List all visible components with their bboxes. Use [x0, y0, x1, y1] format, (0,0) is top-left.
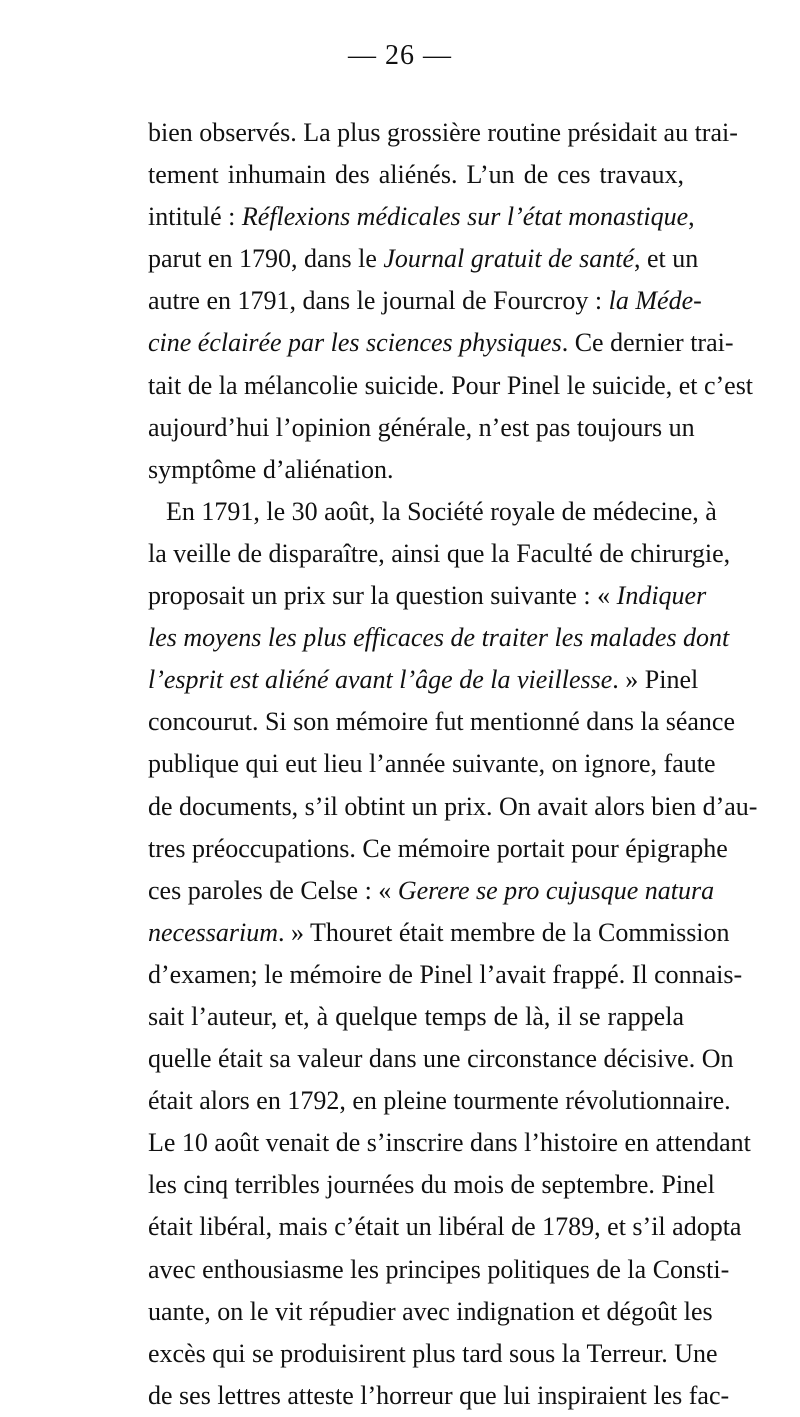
text-segment: aujourd’hui l’opinion générale, n’est pas toujours un: [148, 412, 695, 442]
text-line: [148, 1206, 742, 1248]
text-segment: uante, on le vit répudier avec indignation et dégoût les: [148, 1296, 713, 1326]
page-number: — 26 —: [348, 40, 452, 71]
text-line: [148, 870, 715, 912]
text-line: [148, 491, 717, 533]
text-line: [148, 701, 736, 743]
text-segment: parut en 1790, dans le: [148, 244, 384, 274]
text-segment: de documents, s’il obtint un prix. On avait alors bien d’au-: [148, 791, 758, 821]
text-line: [148, 575, 707, 617]
italic-text: necessarium: [148, 917, 278, 947]
text-segment: était libéral, mais c’était un libéral de 1789, et s’il adopta: [148, 1212, 742, 1242]
text-segment: intitulé :: [148, 202, 242, 232]
text-segment: excès qui se produisirent plus tard sous la Terreur. Une: [148, 1338, 718, 1368]
text-segment: quelle était sa valeur dans une circonstance décisive. On: [148, 1044, 734, 1074]
text-segment: bien observés. La plus grossière routine présidait au trai-: [148, 118, 738, 147]
text-segment: . Ce dernier trai-: [561, 328, 734, 358]
text-line: [148, 1375, 730, 1417]
text-segment: tement inhumain des aliénés. L’un de ces travaux,: [148, 160, 684, 190]
italic-text: la Méde-: [608, 286, 702, 316]
italic-text: les moyens les plus efficaces de traiter les malades dont: [148, 623, 730, 653]
text-segment: tres préoccupations. Ce mémoire portait pour épigraphe: [148, 833, 728, 863]
body-text: [148, 112, 758, 1417]
text-line: [148, 196, 695, 238]
text-line: [148, 786, 758, 828]
text-segment: En 1791, le 30 août, la Société royale de médecine, à: [166, 496, 717, 526]
italic-text: Indiquer: [616, 581, 707, 611]
text-segment: proposait un prix sur la question suivante : «: [148, 581, 617, 611]
text-line: [148, 407, 695, 449]
text-segment: concourut. Si son mémoire fut mentionné dans la séance: [148, 707, 736, 737]
text-line: [148, 954, 743, 996]
text-line: [148, 1333, 718, 1375]
text-line: [148, 280, 702, 322]
text-segment: symptôme d’aliénation.: [148, 454, 394, 484]
italic-text: Gerere se pro cujusque natura: [397, 875, 715, 905]
text-segment: ,: [688, 202, 695, 232]
text-line: [148, 1249, 730, 1291]
text-line: [148, 996, 684, 1038]
text-segment: les cinq terribles journées du mois de septembre. Pinel: [148, 1170, 715, 1200]
text-segment: était alors en 1792, en pleine tourmente révolutionnaire.: [148, 1086, 731, 1116]
text-line: [148, 1164, 715, 1206]
text-segment: . » Thouret était membre de la Commission: [277, 917, 730, 947]
text-line: [148, 659, 699, 701]
text-segment: . » Pinel: [612, 665, 699, 695]
italic-text: l’esprit est aliéné avant l’âge de la vieillesse: [148, 665, 613, 695]
text-line: [148, 238, 699, 280]
text-line: [148, 154, 684, 196]
text-line: [148, 112, 738, 154]
text-segment: , et un: [633, 244, 699, 274]
text-segment: avec enthousiasme les principes politiques de la Consti-: [148, 1254, 730, 1284]
text-segment: d’examen; le mémoire de Pinel l’avait frappé. Il connais-: [148, 959, 743, 989]
text-segment: la veille de disparaître, ainsi que la Faculté de chirurgie,: [148, 538, 731, 568]
text-line: [148, 617, 730, 659]
text-segment: publique qui eut lieu l’année suivante, on ignore, faute: [148, 749, 716, 779]
text-segment: de ses lettres atteste l’horreur que lui inspiraient les fac-: [148, 1380, 730, 1410]
text-line: [148, 1291, 713, 1333]
italic-text: cine éclairée par les sciences physiques: [148, 328, 562, 358]
text-segment: Le 10 août venait de s’inscrire dans l’histoire en attendant: [148, 1128, 751, 1158]
text-line: [148, 322, 734, 364]
text-line: [148, 1038, 734, 1080]
text-line: [148, 828, 728, 870]
text-line: [148, 1122, 751, 1164]
text-line: [148, 449, 684, 491]
text-line: [148, 1080, 731, 1122]
text-line: [148, 743, 716, 785]
italic-text: Journal gratuit de santé: [383, 244, 634, 274]
text-segment: sait l’auteur, et, à quelque temps de là, il se rappela: [148, 1001, 684, 1031]
text-segment: tait de la mélancolie suicide. Pour Pinel le suicide, et c’est: [148, 370, 754, 400]
text-segment: autre en 1791, dans le journal de Fourcroy :: [148, 286, 609, 316]
text-line: [148, 533, 731, 575]
text-line: [148, 365, 754, 407]
text-line: [148, 912, 730, 954]
italic-text: Réflexions médicales sur l’état monastique: [241, 202, 689, 232]
text-segment: ces paroles de Celse : «: [148, 875, 398, 905]
